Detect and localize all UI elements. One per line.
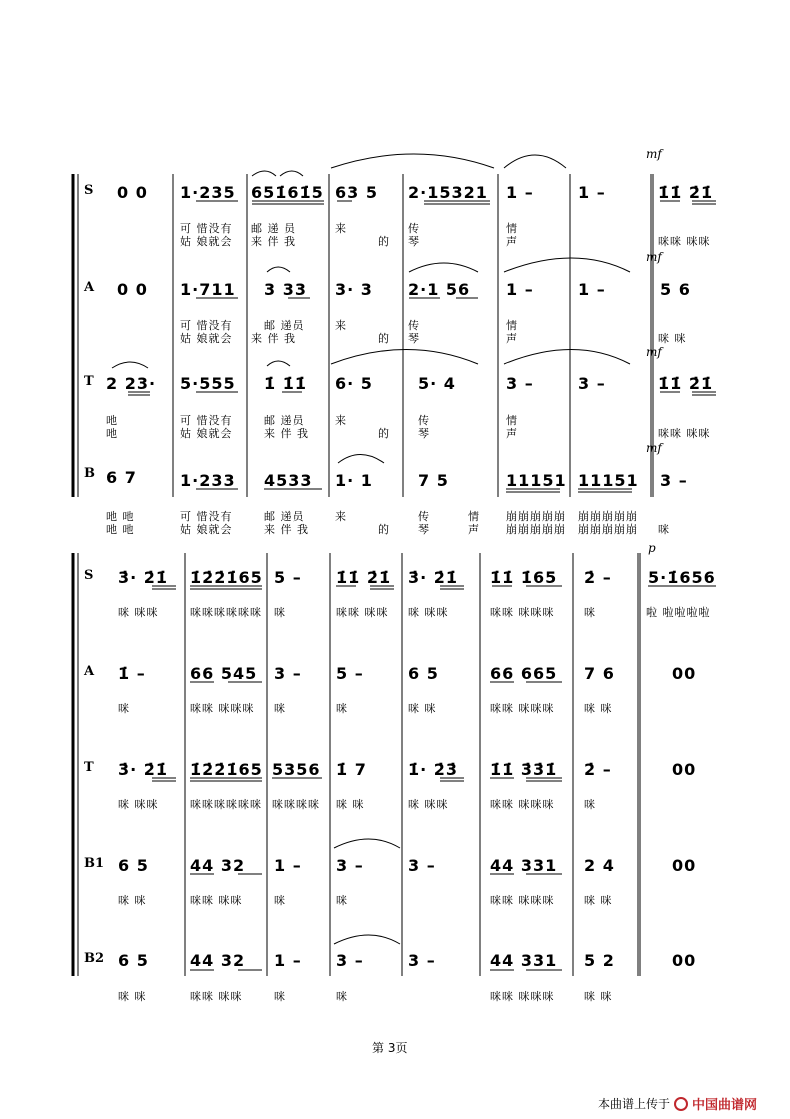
voice-label-t: T — [84, 760, 94, 775]
upload-text: 本曲谱上传于 — [598, 1097, 671, 1111]
lyric: 崩崩崩崩崩 — [578, 523, 638, 536]
measure: 5·1̇656 — [648, 568, 716, 587]
lyric: 啦 啦啦啦啦 — [646, 606, 711, 619]
measure: 1̇1̇ 3̇3̇1̇ — [490, 760, 558, 779]
lyric: 来 伴 我 — [251, 235, 296, 248]
lyric: 琴 — [408, 235, 420, 248]
lyric: 崩崩崩崩崩 — [506, 510, 566, 523]
measure: 1 – — [578, 280, 606, 299]
lyric: 咪咪咪咪咪咪 — [190, 798, 262, 811]
measure: 3 – — [506, 374, 534, 393]
measure: 3̇· 2̇1̇ — [118, 568, 169, 587]
lyric: 咪 — [118, 702, 130, 715]
lyric: 咪 — [336, 894, 348, 907]
lyric: 咪咪 咪咪 — [658, 427, 711, 440]
measure: 0 0 — [117, 280, 148, 299]
measure: 44 32 — [190, 951, 246, 970]
lyric: 来 — [335, 319, 347, 332]
measure: 3 – — [578, 374, 606, 393]
measure: 6 5 — [408, 664, 439, 683]
lyric: 崩崩崩崩崩 — [578, 510, 638, 523]
lyric: 咪 — [584, 798, 596, 811]
lyric: 情 — [506, 414, 518, 427]
lyric: 咪咪咪咪咪咪 — [190, 606, 262, 619]
lyric: 咪 咪 — [584, 702, 613, 715]
dynamic-mark: p — [648, 541, 656, 555]
measure: 1̇ – — [118, 664, 146, 683]
voice-label-b1: B1 — [84, 856, 105, 871]
measure: 44 331 — [490, 951, 558, 970]
voice-label-s: S — [84, 568, 94, 583]
measure: 1̇ 1̇1̇ — [264, 374, 307, 393]
measure: 1̇1̇ 2̇1̇ — [336, 568, 392, 587]
lyric: 来 伴 我 — [264, 427, 309, 440]
measure: 00 — [672, 951, 697, 970]
lyric: 邮 递员 — [264, 510, 305, 523]
measure: 3 – — [660, 471, 688, 490]
lyric: 咪 咪咪 — [408, 798, 449, 811]
lyric: 咪 咪咪 — [118, 606, 159, 619]
measure: 7 6 — [584, 664, 615, 683]
lyric: 咪 咪 — [584, 990, 613, 1003]
measure: 5 6 — [660, 280, 691, 299]
measure: 66 665 — [490, 664, 558, 683]
lyric: 可 惜没有 — [180, 222, 233, 235]
lyric: 来 伴 我 — [251, 332, 296, 345]
lyric: 琴 — [418, 427, 430, 440]
measure: 3 – — [408, 856, 436, 875]
measure: 5 – — [274, 568, 302, 587]
measure: 3 – — [408, 951, 436, 970]
measure: 6· 5 — [335, 374, 373, 393]
measure: 63 5 — [335, 183, 378, 202]
lyric: 咪 — [336, 990, 348, 1003]
lyric: 的 — [378, 427, 390, 440]
lyric: 咪咪 咪咪咪 — [490, 798, 555, 811]
lyric: 咪咪 咪咪 — [190, 894, 243, 907]
upload-credit — [598, 1094, 757, 1113]
dynamic-mark: mf — [646, 147, 662, 161]
measure: 00 — [672, 664, 697, 683]
measure: 1 – — [578, 183, 606, 202]
lyric: 传 — [418, 510, 430, 523]
voice-label-a: A — [84, 664, 95, 679]
lyric: 咪 咪 — [118, 894, 147, 907]
voice-label-a: A — [84, 280, 95, 295]
lyric: 咪 — [336, 702, 348, 715]
site-logo-icon — [674, 1097, 688, 1111]
measure: 5356 — [272, 760, 321, 779]
lyric: 的 — [378, 523, 390, 536]
measure: 1̇2̇2̇1̇65 — [190, 760, 263, 779]
measure: 1 – — [274, 951, 302, 970]
measure: 1 – — [506, 183, 534, 202]
lyric: 传 — [408, 222, 420, 235]
measure: 44 32 — [190, 856, 246, 875]
lyric: 咪咪 咪咪咪 — [190, 702, 255, 715]
lyric: 咪 咪 — [336, 798, 365, 811]
lyric: 可 惜没有 — [180, 510, 233, 523]
lyric: 来 — [335, 222, 347, 235]
lyric: 声 — [506, 427, 518, 440]
measure: 3̇· 2̇1̇ — [118, 760, 169, 779]
lyric: 咪 咪 — [118, 990, 147, 1003]
lyric: 琴 — [408, 332, 420, 345]
measure: 1̇· 2̇3̇ — [408, 760, 459, 779]
measure: 3· 3 — [335, 280, 373, 299]
lyric: 来 伴 我 — [264, 523, 309, 536]
lyric: 咪 — [274, 894, 286, 907]
measure: 2·1 56 — [408, 280, 471, 299]
measure: 3 – — [274, 664, 302, 683]
lyric: 可 惜没有 — [180, 414, 233, 427]
measure: 651̇61̇5 — [251, 183, 324, 202]
lyric: 咪咪 咪咪咪 — [490, 894, 555, 907]
measure: 3 – — [336, 951, 364, 970]
measure: 3̇· 2̇1̇ — [408, 568, 459, 587]
lyric: 咪咪 咪咪 — [190, 990, 243, 1003]
lyric: 咪 — [584, 606, 596, 619]
measure: 5· 4 — [418, 374, 456, 393]
lyric: 咪咪 咪咪咪 — [490, 990, 555, 1003]
measure: 1 – — [274, 856, 302, 875]
lyric: 姑 娘就会 — [180, 235, 233, 248]
measure: 1·711 — [180, 280, 236, 299]
measure: 2̇ – — [584, 760, 612, 779]
lyric: 情 — [506, 319, 518, 332]
lyric: 声 — [468, 523, 480, 536]
lyric: 姑 娘就会 — [180, 523, 233, 536]
lyric: 吔 吔 — [106, 510, 135, 523]
lyric: 咪 咪咪 — [408, 606, 449, 619]
lyric: 来 — [335, 414, 347, 427]
dynamic-mark: mf — [646, 441, 662, 455]
measure: 1̇2̇2̇1̇65 — [190, 568, 263, 587]
lyric: 咪咪 咪咪 — [336, 606, 389, 619]
measure: 6 5 — [118, 951, 149, 970]
lyric: 咪 咪 — [408, 702, 437, 715]
measure: 3 33 — [264, 280, 307, 299]
measure: 2·15321 — [408, 183, 488, 202]
lyric: 邮 递 员 — [251, 222, 296, 235]
lyric: 情 — [506, 222, 518, 235]
voice-label-s: S — [84, 183, 94, 198]
voice-label-t: T — [84, 374, 94, 389]
lyric: 咪 咪 — [658, 332, 687, 345]
measure: 44 331 — [490, 856, 558, 875]
lyric: 来 — [335, 510, 347, 523]
lyric: 姑 娘就会 — [180, 427, 233, 440]
measure: 6 5 — [118, 856, 149, 875]
lyric: 吔 — [106, 414, 118, 427]
measure: 00 — [672, 760, 697, 779]
measure: 5·555 — [180, 374, 236, 393]
measure: 1·233 — [180, 471, 236, 490]
lyric: 邮 递员 — [264, 319, 305, 332]
lyric: 的 — [378, 332, 390, 345]
lyric: 可 惜没有 — [180, 319, 233, 332]
lyric: 邮 递员 — [264, 414, 305, 427]
measure: 5 2 — [584, 951, 615, 970]
lyric: 声 — [506, 235, 518, 248]
measure: 11151 — [506, 471, 567, 490]
lyric: 咪咪咪咪 — [272, 798, 320, 811]
lyric: 咪咪 咪咪 — [658, 235, 711, 248]
measure: 2 4 — [584, 856, 615, 875]
measure: 0 0 — [117, 183, 148, 202]
lyric: 咪咪 咪咪咪 — [490, 606, 555, 619]
lyric: 声 — [506, 332, 518, 345]
measure: 1̇1̇ 2̇1̇ — [658, 374, 714, 393]
measure: 6 7 — [106, 468, 137, 487]
lyric: 咪咪 咪咪咪 — [490, 702, 555, 715]
measure: 5 – — [336, 664, 364, 683]
measure: 2̇ – — [584, 568, 612, 587]
lyric: 咪 — [274, 990, 286, 1003]
lyric: 琴 — [418, 523, 430, 536]
measure: 1̇ 7 — [336, 760, 367, 779]
lyric: 传 — [408, 319, 420, 332]
lyric: 咪 咪 — [584, 894, 613, 907]
site-name[interactable]: 中国曲谱网 — [692, 1098, 758, 1113]
measure: 00 — [672, 856, 697, 875]
lyric: 崩崩崩崩崩 — [506, 523, 566, 536]
measure: 1· 1 — [335, 471, 373, 490]
voice-label-b2: B2 — [84, 951, 105, 966]
lyric: 咪 — [274, 702, 286, 715]
measure: 66 545 — [190, 664, 258, 683]
lyric: 咪 咪咪 — [118, 798, 159, 811]
measure: 1 – — [506, 280, 534, 299]
lyric: 咪 — [658, 523, 670, 536]
measure: 11151 — [578, 471, 639, 490]
lyric: 咪 — [274, 606, 286, 619]
measure: 1̇1̇ 2̇1̇ — [658, 183, 714, 202]
measure: 1·235 — [180, 183, 236, 202]
measure: 3 – — [336, 856, 364, 875]
lyric: 吔 — [106, 427, 118, 440]
lyric: 的 — [378, 235, 390, 248]
measure: 7 5 — [418, 471, 449, 490]
dynamic-mark: mf — [646, 345, 662, 359]
lyric: 吔 吔 — [106, 523, 135, 536]
lyric: 传 — [418, 414, 430, 427]
page-number: 第 3页 — [372, 1041, 408, 1055]
voice-label-b: B — [84, 466, 95, 481]
measure: 4533 — [264, 471, 313, 490]
lyric: 姑 娘就会 — [180, 332, 233, 345]
measure: 1̇1̇ 1̇65 — [490, 568, 558, 587]
lyric: 情 — [468, 510, 480, 523]
dynamic-mark: mf — [646, 250, 662, 264]
measure: 2 23· — [106, 374, 157, 393]
